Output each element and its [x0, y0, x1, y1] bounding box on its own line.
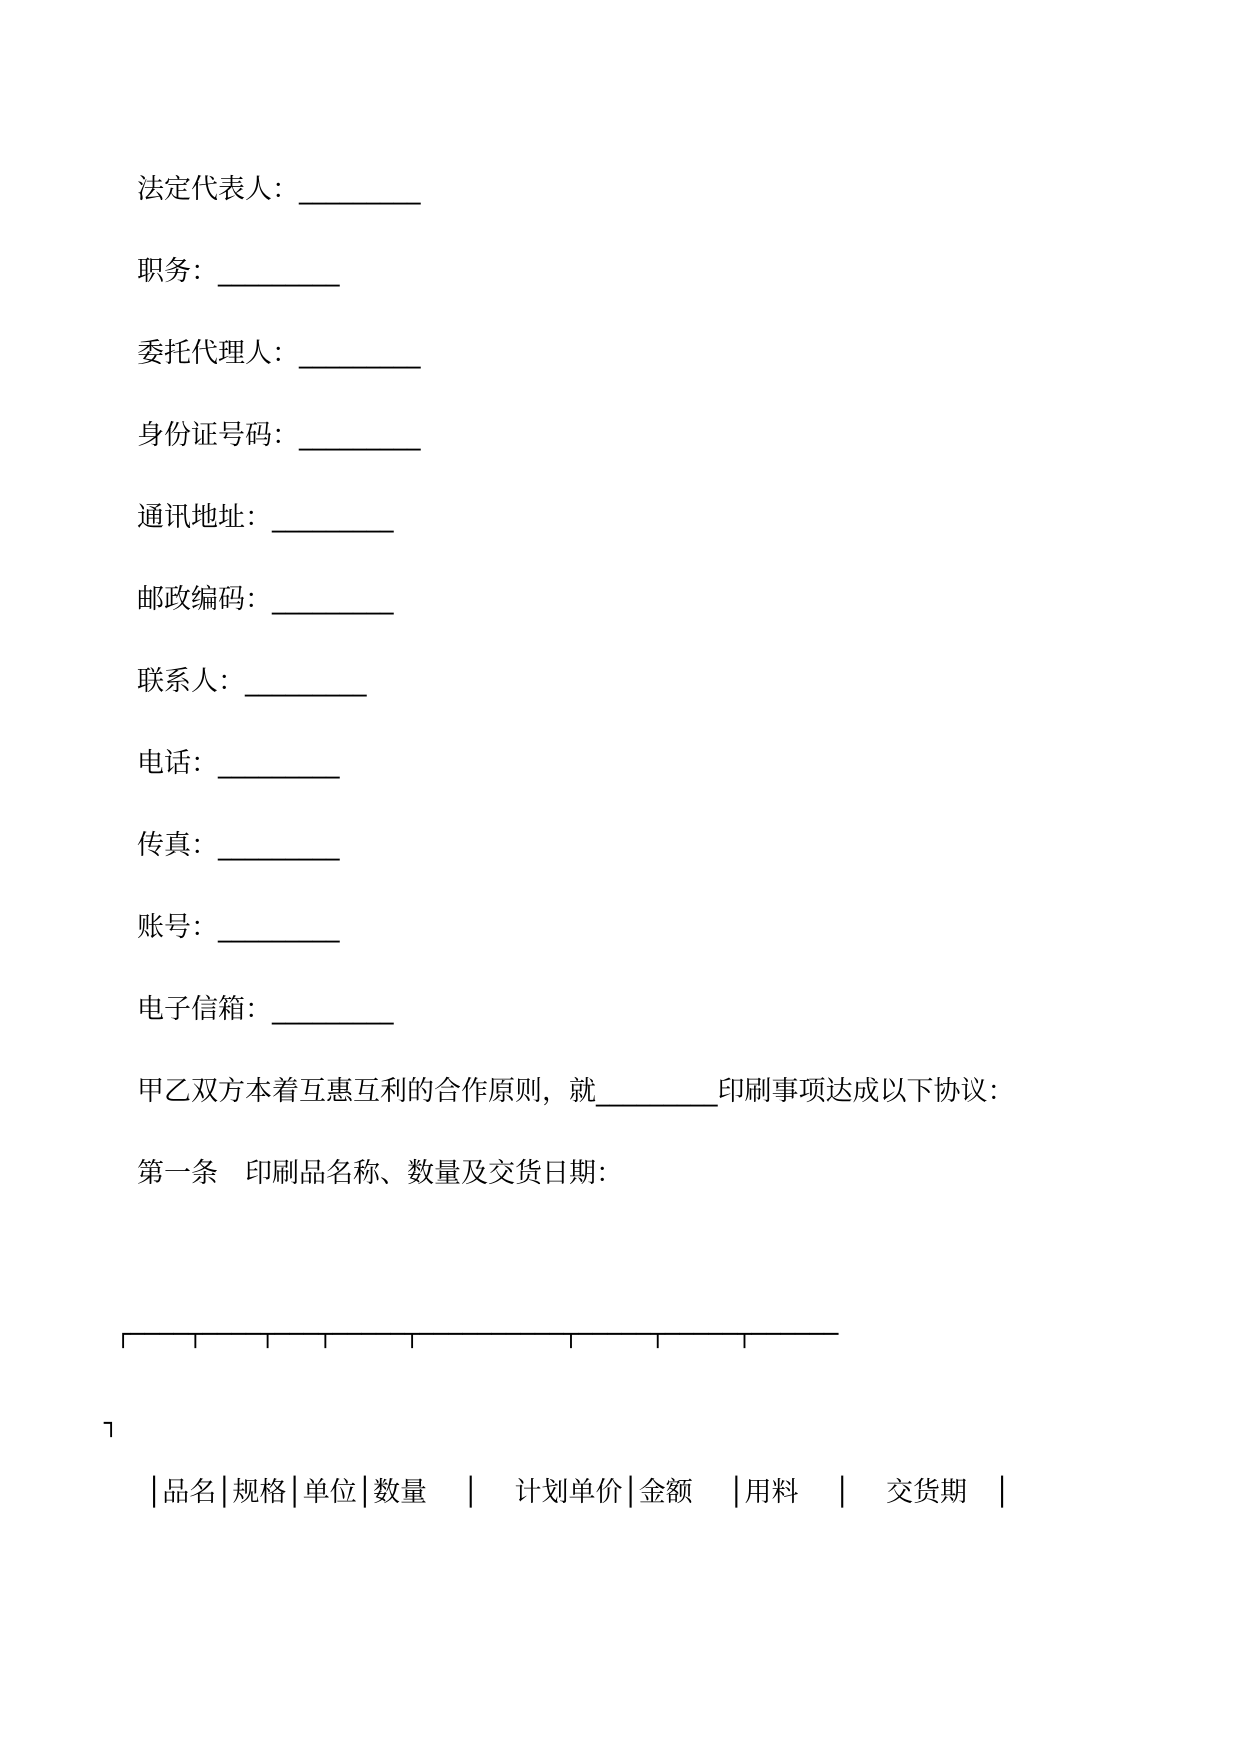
- field-blank[interactable]: _________: [218, 748, 340, 779]
- field-blank[interactable]: _________: [272, 584, 394, 615]
- field-label: 身份证号码：: [137, 420, 299, 451]
- field-label: 邮政编码：: [137, 584, 272, 615]
- email-field: [137, 994, 394, 1026]
- account-field: [137, 912, 340, 944]
- article-one-heading: 第一条 印刷品名称、数量及交货日期：: [137, 1158, 623, 1189]
- field-blank[interactable]: _________: [245, 666, 367, 697]
- field-label: 传真：: [137, 830, 218, 861]
- field-blank[interactable]: _________: [299, 174, 421, 205]
- table-header-row: │品名│规格│单位│数量 │ 计划单价│金额 │用料 │ 交货期 │: [146, 1477, 1011, 1508]
- field-label: 通讯地址：: [137, 502, 272, 533]
- field-label: 联系人：: [137, 666, 245, 697]
- field-blank[interactable]: _________: [218, 830, 340, 861]
- field-blank[interactable]: _________: [272, 502, 394, 533]
- position-field: [137, 256, 340, 288]
- table-top-border: ┌────┬────┬───┬─────┬──────────┬─────┬─────┬──────: [116, 1320, 839, 1348]
- postal-code-field: [137, 584, 394, 616]
- authorized-agent-field: [137, 338, 421, 370]
- phone-field: [137, 748, 340, 780]
- field-label: 委托代理人：: [137, 338, 299, 369]
- field-label: 法定代表人：: [137, 174, 299, 205]
- field-label: 电子信箱：: [137, 994, 272, 1025]
- agreement-sentence: 甲乙双方本着互惠互利的合作原则，就_________印刷事项达成以下协议：: [137, 1076, 1015, 1107]
- field-blank[interactable]: _________: [299, 338, 421, 369]
- legal-representative-field: [137, 174, 421, 206]
- field-blank[interactable]: _________: [218, 912, 340, 943]
- field-blank[interactable]: _________: [218, 256, 340, 287]
- field-label: 账号：: [137, 912, 218, 943]
- id-number-field: [137, 420, 421, 452]
- table-corner: ┐: [104, 1409, 119, 1437]
- contact-person-field: [137, 666, 367, 698]
- mailing-address-field: [137, 502, 394, 534]
- field-blank[interactable]: _________: [272, 994, 394, 1025]
- field-label: 职务：: [137, 256, 218, 287]
- field-blank[interactable]: _________: [299, 420, 421, 451]
- fax-field: [137, 830, 340, 862]
- field-label: 电话：: [137, 748, 218, 779]
